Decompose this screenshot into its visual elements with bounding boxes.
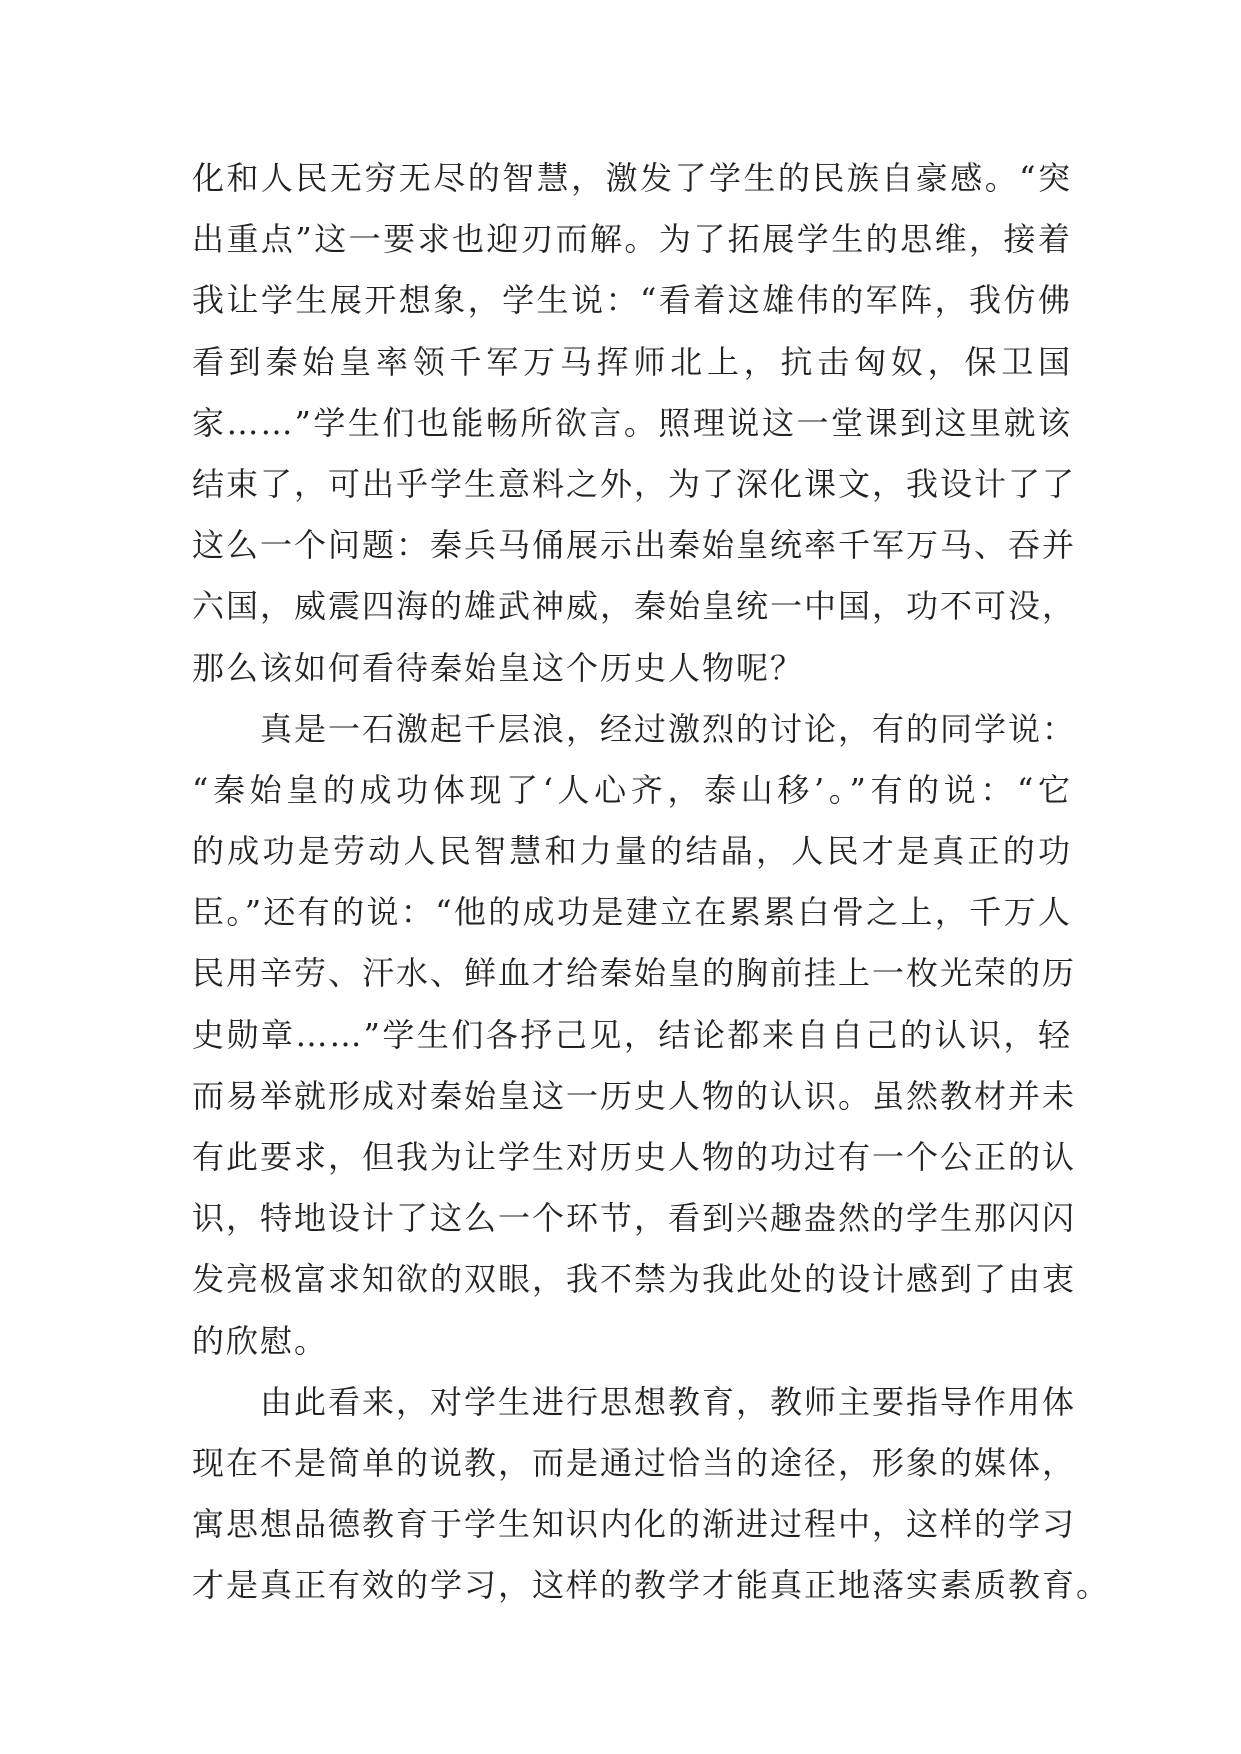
text-line: 由此看来，对学生进行思想教育，教师主要指导作用体 (192, 1382, 1077, 1421)
text-line: 这么一个问题：秦兵马俑展示出秦始皇统率千军万马、吞并 (192, 526, 1077, 565)
text-line: 寓思想品德教育于学生知识内化的渐进过程中，这样的学习 (192, 1505, 1077, 1544)
text-line: 的成功是劳动人民智慧和力量的结晶，人民才是真正的功 (192, 832, 1072, 871)
text-line: 有此要求，但我为让学生对历史人物的功过有一个公正的认 (192, 1138, 1077, 1176)
text-line: 而易举就形成对秦始皇这一历史人物的认识。虽然教材并未 (192, 1076, 1077, 1115)
text-line: 发亮极富求知欲的双眼，我不禁为我此处的设计感到了由衷 (192, 1260, 1077, 1299)
text-line: 才是真正有效的学习，这样的教学才能真正地落实素质教育。 (192, 1566, 1111, 1605)
text-line: 我让学生展开想象，学生说：“看着这雄伟的军阵，我仿佛 (192, 281, 1072, 320)
text-line: 现在不是简单的说教，而是通过恰当的途径，形象的媒体， (192, 1443, 1077, 1482)
text-line: 结束了，可出乎学生意料之外，为了深化课文，我设计了了 (192, 464, 1077, 503)
paragraph-3 (192, 1372, 1111, 1617)
text-line: “秦始皇的成功体现了‘人心齐，泰山移’。”有的说：“它 (192, 770, 1072, 809)
text-line: 的欣慰。 (192, 1321, 329, 1360)
text-line: 化和人民无穷无尽的智慧，激发了学生的民族自豪感。“突 (192, 159, 1072, 197)
text-line: 看到秦始皇率领千军万马挥师北上，抗击匈奴，保卫国 (192, 342, 1072, 381)
text-line: 民用辛劳、汗水、鲜血才给秦始皇的胸前挂上一枚光荣的历 (192, 954, 1077, 993)
paragraph-1 (192, 148, 1077, 699)
text-line: 史勋章……”学生们各抒己见，结论都来自自己的认识，轻 (192, 1015, 1072, 1054)
text-line: 臣。”还有的说：“他的成功是建立在累累白骨之上，千万人 (192, 893, 1072, 932)
text-line: 那么该如何看待秦始皇这个历史人物呢？ (192, 648, 805, 687)
text-line: 真是一石激起千层浪，经过激烈的讨论，有的同学说： (192, 709, 1077, 748)
text-line: 六国，威震四海的雄武神威，秦始皇统一中国，功不可没， (192, 587, 1077, 626)
document-body (192, 148, 1111, 1617)
text-line: 识，特地设计了这么一个环节，看到兴趣盎然的学生那闪闪 (192, 1199, 1077, 1238)
text-line: 出重点”这一要求也迎刃而解。为了拓展学生的思维，接着 (192, 220, 1072, 259)
text-line: 家……”学生们也能畅所欲言。照理说这一堂课到这里就该 (192, 403, 1072, 442)
paragraph-2 (192, 699, 1077, 1372)
